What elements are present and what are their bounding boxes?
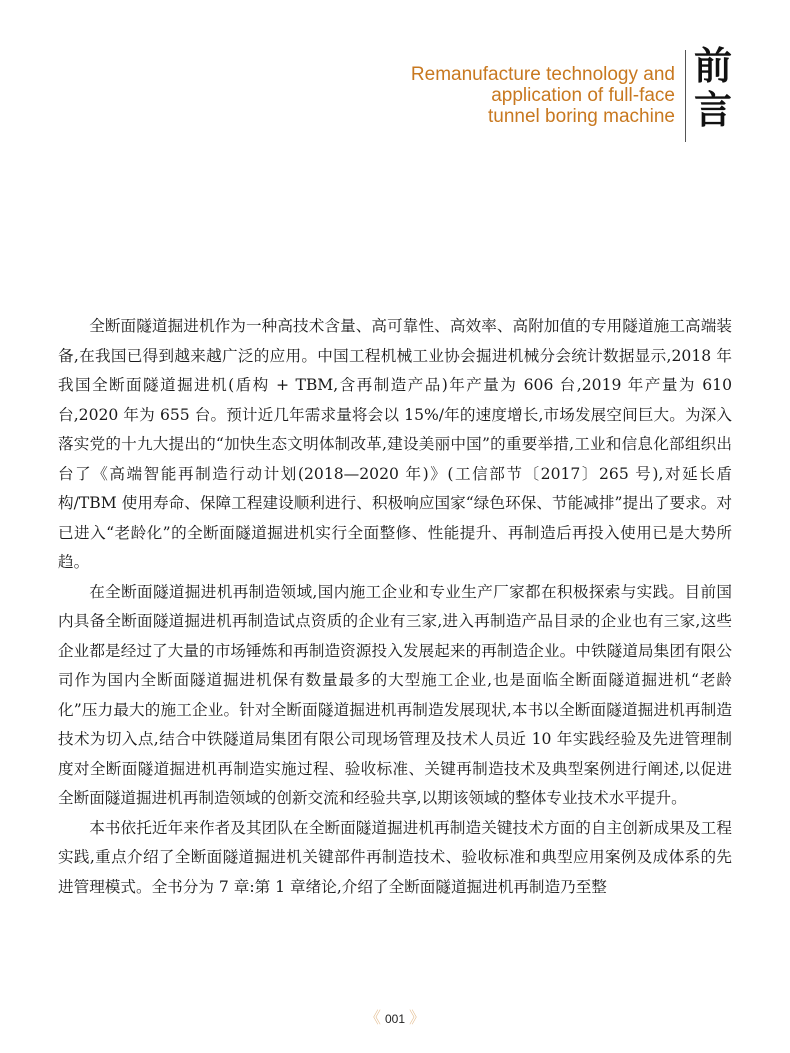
subtitle-line: Remanufacture technology and bbox=[410, 64, 675, 85]
paragraph: 本书依托近年来作者及其团队在全断面隧道掘进机再制造关键技术方面的自主创新成果及工程实践,重点介绍了全断面隧道掘进机关键部件再制造技术、验收标准和典型应用案例及成体系的先进管理模式。全书分为 7 章:第 1 章绪论,介绍了全断面隧道掘进机再制造乃至整 bbox=[58, 818, 732, 896]
english-subtitle bbox=[411, 64, 675, 127]
paragraph: 全断面隧道掘进机作为一种高技术含量、高可靠性、高效率、高附加值的专用隧道施工高端装备,在我国已得到越来越广泛的应用。中国工程机械工业协会掘进机械分会统计数据显示,2018 年我国全断面隧道掘进机(盾构 + TBM,含再制造产品)年产量为 606 台,2019 年产量为 610 台,2020 年为 655 台。预计近几年需求量将会以 15%/年的速度增长,市场发展空间巨大。为深入落实党的十九大提出的“加快生态文明体制改革,建设美丽中国”的重要举措,工业和信息化部组织出台了《高端智能再制造行动计划(2018—2020 年)》(工信部节〔2017〕265 号),对延长盾构/TBM 使用寿命、保障工程建设顺利进行、积极响应国家“绿色环保、节能减排”提出了要求。对已进入“老龄化”的全断面隧道掘进机实行全面整修、性能提升、再制造后再投入使用已是大势所趋。 bbox=[58, 317, 732, 571]
subtitle-line: tunnel boring machine bbox=[488, 106, 675, 127]
page-number: 001 bbox=[384, 1012, 406, 1026]
chapter-title bbox=[694, 44, 732, 132]
paragraph: 在全断面隧道掘进机再制造领域,国内施工企业和专业生产厂家都在积极探索与实践。目前国内具备全断面隧道掘进机再制造试点资质的企业有三家,进入再制造产品目录的企业也有三家,这些企业都是经过了大量的市场锤炼和再制造资源投入发展起来的再制造企业。中铁隧道局集团有限公司作为国内全断面隧道掘进机保有数量最多的大型施工企业,也是面临全断面隧道掘进机“老龄化”压力最大的施工企业。针对全断面隧道掘进机再制造发展现状,本书以全断面隧道掘进机再制造技术为切入点,结合中铁隧道局集团有限公司现场管理及技术人员近 10 年实践经验及先进管理制度对全断面隧道掘进机再制造实施过程、验收标准、关键再制造技术及典型案例进行阐述,以促进全断面隧道掘进机再制造领域的创新交流和经验共享,以期该领域的整体专业技术水平提升。 bbox=[58, 582, 732, 807]
title-char: 言 bbox=[693, 88, 732, 132]
page-number-footer bbox=[0, 1005, 790, 1028]
subtitle-line: application of full-face bbox=[491, 85, 675, 106]
header-divider bbox=[685, 50, 686, 142]
page-header bbox=[411, 44, 732, 142]
body-text bbox=[58, 312, 732, 902]
title-char: 前 bbox=[693, 44, 732, 88]
left-bracket-icon: 《 bbox=[364, 1010, 381, 1027]
right-bracket-icon: 》 bbox=[409, 1010, 426, 1027]
